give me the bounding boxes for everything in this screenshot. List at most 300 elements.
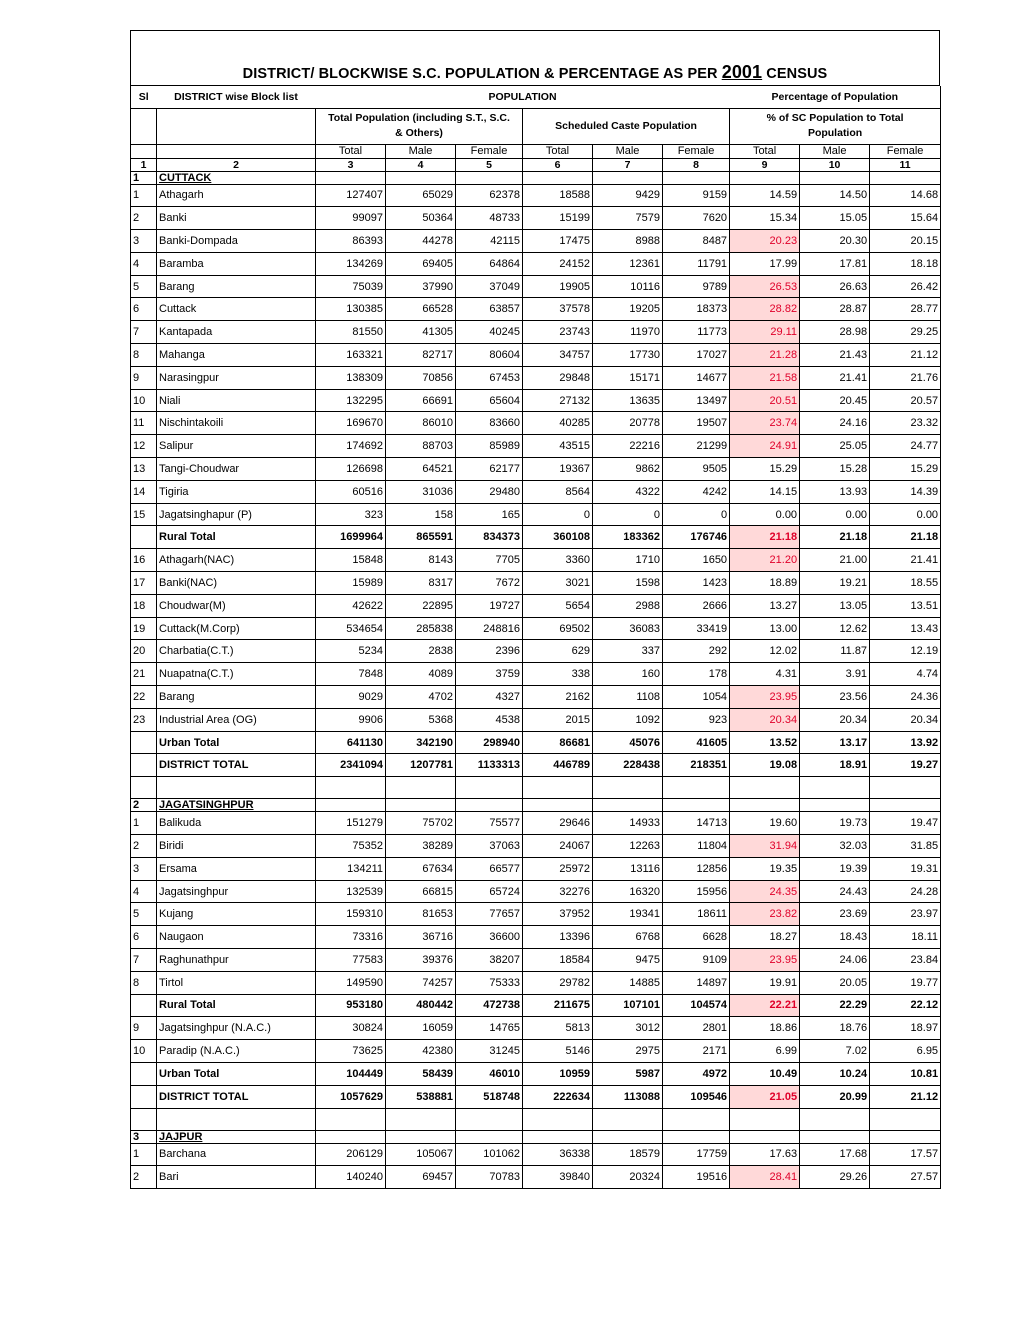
value-cell: 25972 xyxy=(523,857,593,880)
value-cell: 174692 xyxy=(316,435,386,458)
value-cell: 21.20 xyxy=(730,549,800,572)
value-cell: 7.02 xyxy=(800,1040,870,1063)
block-name: Biridi xyxy=(157,835,316,858)
sub-header-male: Male xyxy=(386,144,456,158)
value-cell: 12.19 xyxy=(870,640,941,663)
value-cell: 23743 xyxy=(523,321,593,344)
block-name: Cuttack(M.Corp) xyxy=(157,617,316,640)
value-cell: 10.49 xyxy=(730,1062,800,1085)
value-cell: 27.57 xyxy=(870,1166,941,1189)
block-name: Naugaon xyxy=(157,926,316,949)
value-cell: 69405 xyxy=(386,252,456,275)
empty-cell xyxy=(386,1130,456,1143)
value-cell: 12856 xyxy=(663,857,730,880)
value-cell: 24.43 xyxy=(800,880,870,903)
total-row xyxy=(131,731,941,754)
value-cell: 338 xyxy=(523,663,593,686)
empty-cell xyxy=(663,1130,730,1143)
value-cell: 26.53 xyxy=(730,275,800,298)
table-row xyxy=(131,708,941,731)
value-cell: 13497 xyxy=(663,389,730,412)
value-cell: 13.27 xyxy=(730,594,800,617)
value-cell: 4327 xyxy=(456,686,523,709)
row-serial: 10 xyxy=(131,1040,157,1063)
row-serial: 23 xyxy=(131,708,157,731)
value-cell: 32.03 xyxy=(800,835,870,858)
value-cell: 20.34 xyxy=(870,708,941,731)
block-name: Cuttack xyxy=(157,298,316,321)
value-cell: 9109 xyxy=(663,949,730,972)
sub-header-female: Female xyxy=(870,144,941,158)
value-cell: 9862 xyxy=(593,458,663,481)
table-row xyxy=(131,184,941,207)
total-row xyxy=(131,994,941,1017)
value-cell: 1423 xyxy=(663,572,730,595)
sub-header-total: Total xyxy=(316,144,386,158)
value-cell: 21.43 xyxy=(800,344,870,367)
value-cell: 18.89 xyxy=(730,572,800,595)
value-cell: 66815 xyxy=(386,880,456,903)
value-cell: 17.68 xyxy=(800,1143,870,1166)
value-cell: 23.84 xyxy=(870,949,941,972)
value-cell: 85989 xyxy=(456,435,523,458)
value-cell: 160 xyxy=(593,663,663,686)
value-cell: 36338 xyxy=(523,1143,593,1166)
row-serial: 1 xyxy=(131,184,157,207)
value-cell: 132539 xyxy=(316,880,386,903)
district-name: JAGATSINGHPUR xyxy=(157,799,316,812)
block-name: Mahanga xyxy=(157,344,316,367)
value-cell: 21.41 xyxy=(800,366,870,389)
value-cell: 73316 xyxy=(316,926,386,949)
value-cell: 81550 xyxy=(316,321,386,344)
value-cell: 19.35 xyxy=(730,857,800,880)
value-cell: 19.31 xyxy=(870,857,941,880)
value-cell: 75702 xyxy=(386,812,456,835)
block-name: Athagarh(NAC) xyxy=(157,549,316,572)
row-serial: 9 xyxy=(131,366,157,389)
empty-cell xyxy=(523,799,593,812)
empty-cell xyxy=(800,799,870,812)
row-serial: 20 xyxy=(131,640,157,663)
value-cell: 75577 xyxy=(456,812,523,835)
value-cell: 126698 xyxy=(316,458,386,481)
block-name: Raghunathpur xyxy=(157,949,316,972)
value-cell: 62378 xyxy=(456,184,523,207)
value-cell: 73625 xyxy=(316,1040,386,1063)
table-row xyxy=(131,458,941,481)
district-name: CUTTACK xyxy=(157,171,316,184)
value-cell: 9906 xyxy=(316,708,386,731)
block-name: Barang xyxy=(157,275,316,298)
value-cell: 4322 xyxy=(593,480,663,503)
value-cell: 11970 xyxy=(593,321,663,344)
value-cell: 42115 xyxy=(456,230,523,253)
value-cell: 3.91 xyxy=(800,663,870,686)
value-cell: 32276 xyxy=(523,880,593,903)
table-row xyxy=(131,435,941,458)
empty-cell xyxy=(316,1108,386,1130)
row-serial: 15 xyxy=(131,503,157,526)
empty-cell xyxy=(730,799,800,812)
value-cell: 17.57 xyxy=(870,1143,941,1166)
value-cell: 39376 xyxy=(386,949,456,972)
value-cell: 130385 xyxy=(316,298,386,321)
value-cell: 21.76 xyxy=(870,366,941,389)
table-row xyxy=(131,949,941,972)
percentage-header: Percentage of Population xyxy=(730,86,941,108)
value-cell: 9029 xyxy=(316,686,386,709)
value-cell: 9505 xyxy=(663,458,730,481)
value-cell: 13116 xyxy=(593,857,663,880)
empty-cell xyxy=(730,171,800,184)
value-cell: 67634 xyxy=(386,857,456,880)
value-cell: 41305 xyxy=(386,321,456,344)
value-cell: 7672 xyxy=(456,572,523,595)
block-name: Choudwar(M) xyxy=(157,594,316,617)
value-cell: 8317 xyxy=(386,572,456,595)
table-row xyxy=(131,880,941,903)
value-cell: 6628 xyxy=(663,926,730,949)
value-cell: 8988 xyxy=(593,230,663,253)
population-header: POPULATION xyxy=(488,90,557,103)
block-name: Banki-Dompada xyxy=(157,230,316,253)
value-cell: 29782 xyxy=(523,971,593,994)
empty-cell xyxy=(523,171,593,184)
value-cell: 24.35 xyxy=(730,880,800,903)
value-cell: 21.41 xyxy=(870,549,941,572)
table-row xyxy=(131,480,941,503)
table-row xyxy=(131,572,941,595)
empty-cell xyxy=(593,171,663,184)
value-cell: 74257 xyxy=(386,971,456,994)
value-cell: 159310 xyxy=(316,903,386,926)
value-cell: 5234 xyxy=(316,640,386,663)
value-cell: 45076 xyxy=(593,731,663,754)
row-serial: 17 xyxy=(131,572,157,595)
empty-cell xyxy=(663,799,730,812)
row-serial: 18 xyxy=(131,594,157,617)
table-row xyxy=(131,663,941,686)
row-serial: 12 xyxy=(131,435,157,458)
value-cell: 2838 xyxy=(386,640,456,663)
sc-pop-header: Scheduled Caste Population xyxy=(523,108,730,144)
census-sheet xyxy=(130,30,940,1189)
total-label: Urban Total xyxy=(157,1062,316,1085)
value-cell: 19.73 xyxy=(800,812,870,835)
value-cell: 13.52 xyxy=(730,731,800,754)
value-cell: 20.05 xyxy=(800,971,870,994)
value-cell: 2396 xyxy=(456,640,523,663)
table-row xyxy=(131,389,941,412)
empty-cell xyxy=(456,777,523,799)
value-cell: 58439 xyxy=(386,1062,456,1085)
value-cell: 19.08 xyxy=(730,754,800,777)
value-cell: 29.25 xyxy=(870,321,941,344)
value-cell: 176746 xyxy=(663,526,730,549)
value-cell: 36600 xyxy=(456,926,523,949)
value-cell: 86010 xyxy=(386,412,456,435)
value-cell: 23.97 xyxy=(870,903,941,926)
column-number-row xyxy=(131,158,941,171)
value-cell: 70783 xyxy=(456,1166,523,1189)
table-row xyxy=(131,275,941,298)
table-row xyxy=(131,321,941,344)
empty-cell xyxy=(593,777,663,799)
value-cell: 13.92 xyxy=(870,731,941,754)
empty-cell xyxy=(593,799,663,812)
value-cell: 2666 xyxy=(663,594,730,617)
value-cell: 46010 xyxy=(456,1062,523,1085)
value-cell: 81653 xyxy=(386,903,456,926)
block-name: Industrial Area (OG) xyxy=(157,708,316,731)
column-number: 4 xyxy=(386,158,456,171)
district-block-header: DISTRICT wise Block list xyxy=(174,90,298,103)
value-cell: 63857 xyxy=(456,298,523,321)
value-cell: 26.63 xyxy=(800,275,870,298)
value-cell: 12.02 xyxy=(730,640,800,663)
total-label: Rural Total xyxy=(157,526,316,549)
value-cell: 149590 xyxy=(316,971,386,994)
value-cell: 3012 xyxy=(593,1017,663,1040)
value-cell: 1207781 xyxy=(386,754,456,777)
row-serial: 7 xyxy=(131,949,157,972)
value-cell: 41605 xyxy=(663,731,730,754)
value-cell: 88703 xyxy=(386,435,456,458)
value-cell: 360108 xyxy=(523,526,593,549)
value-cell: 82717 xyxy=(386,344,456,367)
table-row xyxy=(131,344,941,367)
table-row xyxy=(131,412,941,435)
district-header-row xyxy=(131,171,941,184)
block-name: Balikuda xyxy=(157,812,316,835)
empty-cell xyxy=(316,799,386,812)
value-cell: 69502 xyxy=(523,617,593,640)
value-cell: 446789 xyxy=(523,754,593,777)
row-serial: 8 xyxy=(131,971,157,994)
value-cell: 1092 xyxy=(593,708,663,731)
sub-header-row xyxy=(131,144,941,158)
value-cell: 24.36 xyxy=(870,686,941,709)
value-cell: 19.47 xyxy=(870,812,941,835)
value-cell: 14.68 xyxy=(870,184,941,207)
value-cell: 0 xyxy=(523,503,593,526)
value-cell: 20.30 xyxy=(800,230,870,253)
value-cell: 7579 xyxy=(593,207,663,230)
value-cell: 19905 xyxy=(523,275,593,298)
value-cell: 37990 xyxy=(386,275,456,298)
value-cell: 14765 xyxy=(456,1017,523,1040)
table-body xyxy=(131,171,941,1189)
value-cell: 2341094 xyxy=(316,754,386,777)
empty-cell xyxy=(386,799,456,812)
value-cell: 86393 xyxy=(316,230,386,253)
value-cell: 18579 xyxy=(593,1143,663,1166)
value-cell: 21.00 xyxy=(800,549,870,572)
value-cell: 8487 xyxy=(663,230,730,253)
value-cell: 4242 xyxy=(663,480,730,503)
value-cell: 83660 xyxy=(456,412,523,435)
value-cell: 20.34 xyxy=(800,708,870,731)
value-cell: 14897 xyxy=(663,971,730,994)
value-cell: 20.51 xyxy=(730,389,800,412)
value-cell: 169670 xyxy=(316,412,386,435)
value-cell: 31245 xyxy=(456,1040,523,1063)
total-row xyxy=(131,526,941,549)
empty-cell xyxy=(456,799,523,812)
empty-cell xyxy=(800,1130,870,1143)
value-cell: 17027 xyxy=(663,344,730,367)
value-cell: 20.34 xyxy=(730,708,800,731)
value-cell: 22.12 xyxy=(870,994,941,1017)
value-cell: 109546 xyxy=(663,1085,730,1108)
value-cell: 21.58 xyxy=(730,366,800,389)
row-serial: 2 xyxy=(131,1166,157,1189)
pct-sc-header: % of SC Population to Total Population xyxy=(730,108,941,144)
empty-cell xyxy=(386,1108,456,1130)
value-cell: 31036 xyxy=(386,480,456,503)
row-serial: 11 xyxy=(131,412,157,435)
value-cell: 127407 xyxy=(316,184,386,207)
value-cell: 21.12 xyxy=(870,1085,941,1108)
table-row xyxy=(131,1017,941,1040)
value-cell: 17730 xyxy=(593,344,663,367)
value-cell: 19.21 xyxy=(800,572,870,595)
table-row xyxy=(131,1040,941,1063)
column-number: 10 xyxy=(800,158,870,171)
value-cell: 80604 xyxy=(456,344,523,367)
value-cell: 923 xyxy=(663,708,730,731)
value-cell: 1108 xyxy=(593,686,663,709)
empty-cell xyxy=(730,777,800,799)
row-serial: 19 xyxy=(131,617,157,640)
value-cell: 5146 xyxy=(523,1040,593,1063)
row-serial xyxy=(131,731,157,754)
value-cell: 10.24 xyxy=(800,1062,870,1085)
value-cell: 13396 xyxy=(523,926,593,949)
title-suffix: CENSUS xyxy=(762,66,828,82)
value-cell: 342190 xyxy=(386,731,456,754)
total-row xyxy=(131,1085,941,1108)
value-cell: 15989 xyxy=(316,572,386,595)
value-cell: 1057629 xyxy=(316,1085,386,1108)
value-cell: 10959 xyxy=(523,1062,593,1085)
title-year: 2001 xyxy=(721,62,763,82)
empty-cell xyxy=(456,1130,523,1143)
row-serial: 6 xyxy=(131,298,157,321)
total-label: DISTRICT TOTAL xyxy=(157,754,316,777)
value-cell: 66577 xyxy=(456,857,523,880)
empty-cell xyxy=(730,1108,800,1130)
value-cell: 183362 xyxy=(593,526,663,549)
column-number: 7 xyxy=(593,158,663,171)
value-cell: 113088 xyxy=(593,1085,663,1108)
value-cell: 7848 xyxy=(316,663,386,686)
value-cell: 15.34 xyxy=(730,207,800,230)
empty-cell xyxy=(870,777,941,799)
value-cell: 31.85 xyxy=(870,835,941,858)
value-cell: 37063 xyxy=(456,835,523,858)
row-serial xyxy=(131,526,157,549)
value-cell: 22.21 xyxy=(730,994,800,1017)
value-cell: 20.99 xyxy=(800,1085,870,1108)
value-cell: 64521 xyxy=(386,458,456,481)
block-name: Ersama xyxy=(157,857,316,880)
value-cell: 834373 xyxy=(456,526,523,549)
row-serial: 8 xyxy=(131,344,157,367)
value-cell: 641130 xyxy=(316,731,386,754)
value-cell: 28.82 xyxy=(730,298,800,321)
value-cell: 28.98 xyxy=(800,321,870,344)
table-row xyxy=(131,230,941,253)
value-cell: 5987 xyxy=(593,1062,663,1085)
district-header-row xyxy=(131,799,941,812)
value-cell: 14677 xyxy=(663,366,730,389)
value-cell: 9475 xyxy=(593,949,663,972)
value-cell: 9789 xyxy=(663,275,730,298)
value-cell: 43515 xyxy=(523,435,593,458)
value-cell: 19205 xyxy=(593,298,663,321)
value-cell: 13635 xyxy=(593,389,663,412)
column-number: 8 xyxy=(663,158,730,171)
empty-cell xyxy=(456,171,523,184)
value-cell: 15.29 xyxy=(730,458,800,481)
value-cell: 42380 xyxy=(386,1040,456,1063)
value-cell: 18.43 xyxy=(800,926,870,949)
value-cell: 19.60 xyxy=(730,812,800,835)
row-serial: 3 xyxy=(131,230,157,253)
value-cell: 22216 xyxy=(593,435,663,458)
row-serial: 10 xyxy=(131,389,157,412)
value-cell: 18.55 xyxy=(870,572,941,595)
empty-cell xyxy=(456,1108,523,1130)
empty-cell xyxy=(523,1108,593,1130)
value-cell: 19.27 xyxy=(870,754,941,777)
row-serial: 9 xyxy=(131,1017,157,1040)
value-cell: 1710 xyxy=(593,549,663,572)
value-cell: 2801 xyxy=(663,1017,730,1040)
value-cell: 28.87 xyxy=(800,298,870,321)
value-cell: 14885 xyxy=(593,971,663,994)
value-cell: 0 xyxy=(663,503,730,526)
empty-cell xyxy=(663,171,730,184)
row-serial: 2 xyxy=(131,207,157,230)
value-cell: 18611 xyxy=(663,903,730,926)
value-cell: 138309 xyxy=(316,366,386,389)
row-serial: 5 xyxy=(131,903,157,926)
value-cell: 29646 xyxy=(523,812,593,835)
value-cell: 39840 xyxy=(523,1166,593,1189)
value-cell: 75352 xyxy=(316,835,386,858)
table-row xyxy=(131,835,941,858)
value-cell: 21.18 xyxy=(800,526,870,549)
value-cell: 13.05 xyxy=(800,594,870,617)
value-cell: 77657 xyxy=(456,903,523,926)
value-cell: 6.95 xyxy=(870,1040,941,1063)
value-cell: 77583 xyxy=(316,949,386,972)
value-cell: 337 xyxy=(593,640,663,663)
value-cell: 11791 xyxy=(663,252,730,275)
empty-cell xyxy=(870,171,941,184)
empty-cell xyxy=(870,1108,941,1130)
value-cell: 19.39 xyxy=(800,857,870,880)
total-label: Urban Total xyxy=(157,731,316,754)
row-serial xyxy=(131,994,157,1017)
value-cell: 4.31 xyxy=(730,663,800,686)
value-cell: 518748 xyxy=(456,1085,523,1108)
value-cell: 1133313 xyxy=(456,754,523,777)
value-cell: 21.18 xyxy=(730,526,800,549)
